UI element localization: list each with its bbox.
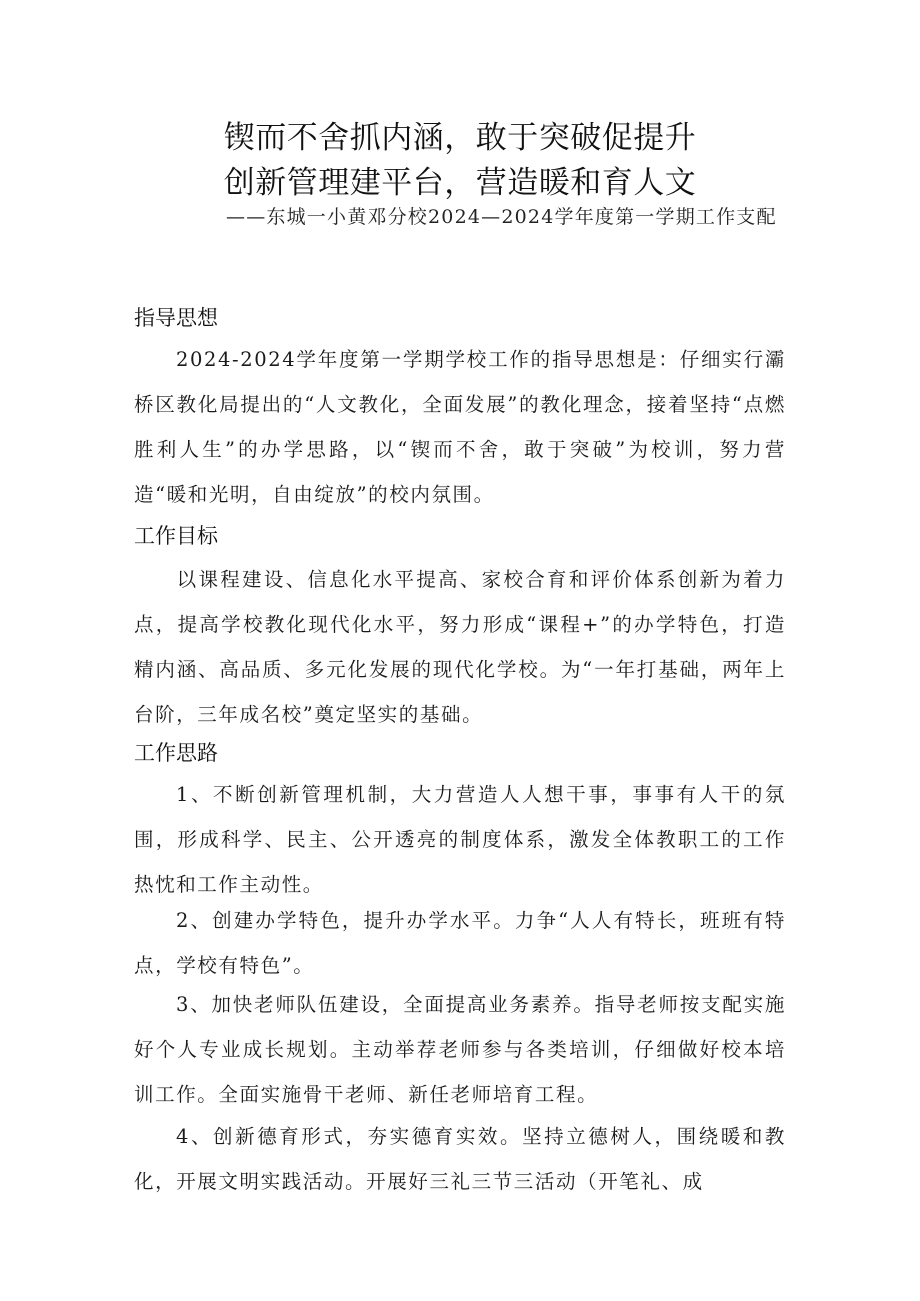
- work-idea-item-4: [134, 1114, 786, 1204]
- paragraph-text: 4、创新德育形式，夯实德育实效。坚持立德树人，围绕暖和教化，开展文明实践活动。开展好三礼三节三活动（开笔礼、成: [134, 1125, 786, 1193]
- document-title-line-1: 锲而不舍抓内涵，敢于突破促提升: [223, 120, 697, 156]
- paragraph-work-goal: [134, 557, 786, 737]
- paragraph-text: 以课程建设、信息化水平提高、家校合育和评价体系创新为着力点，提高学校教化现代化水平，努力形成“课程+”的办学特色，打造精内涵、高品质、多元化发展的现代化学校。为“一年打基础，两年上台阶，三年成名校”奠定坚实的基础。: [134, 568, 786, 726]
- paragraph-text: 2024-2024学年度第一学期学校工作的指导思想是：仔细实行灞桥区教化局提出的“人文教化，全面发展”的教化理念，接着坚持“点燃胜利人生”的办学思路，以“锲而不舍，敢于突破”为校训，努力营造“暖和光明，自由绽放”的校内氛围。: [134, 348, 786, 506]
- paragraph-text: 2、创建办学特色，提升办学水平。力争“人人有特长，班班有特点，学校有特色”。: [134, 909, 786, 977]
- work-idea-item-3: [134, 982, 786, 1117]
- document-title-line-2: 创新管理建平台，营造暖和育人文: [223, 165, 697, 201]
- paragraph-text: 1、不断创新管理机制，大力营造人人想干事，事事有人干的氛围，形成科学、民主、公开透亮的制度体系，激发全体教职工的工作热忱和工作主动性。: [134, 783, 786, 896]
- section-heading-guiding-thought: 指导思想: [134, 306, 218, 330]
- section-heading-work-goal: 工作目标: [134, 524, 218, 548]
- paragraph-text: 3、加快老师队伍建设，全面提高业务素养。指导老师按支配实施好个人专业成长规划。主动举荐老师参与各类培训，仔细做好校本培训工作。全面实施骨干老师、新任老师培育工程。: [134, 993, 786, 1106]
- section-heading-work-ideas: 工作思路: [134, 741, 218, 765]
- document-subtitle: ——东城一小黄邓分校2024—2024学年度第一学期工作支配: [226, 206, 777, 228]
- paragraph-guiding-thought: [134, 337, 786, 517]
- work-idea-item-2: [134, 898, 786, 988]
- work-idea-item-1: [134, 772, 786, 907]
